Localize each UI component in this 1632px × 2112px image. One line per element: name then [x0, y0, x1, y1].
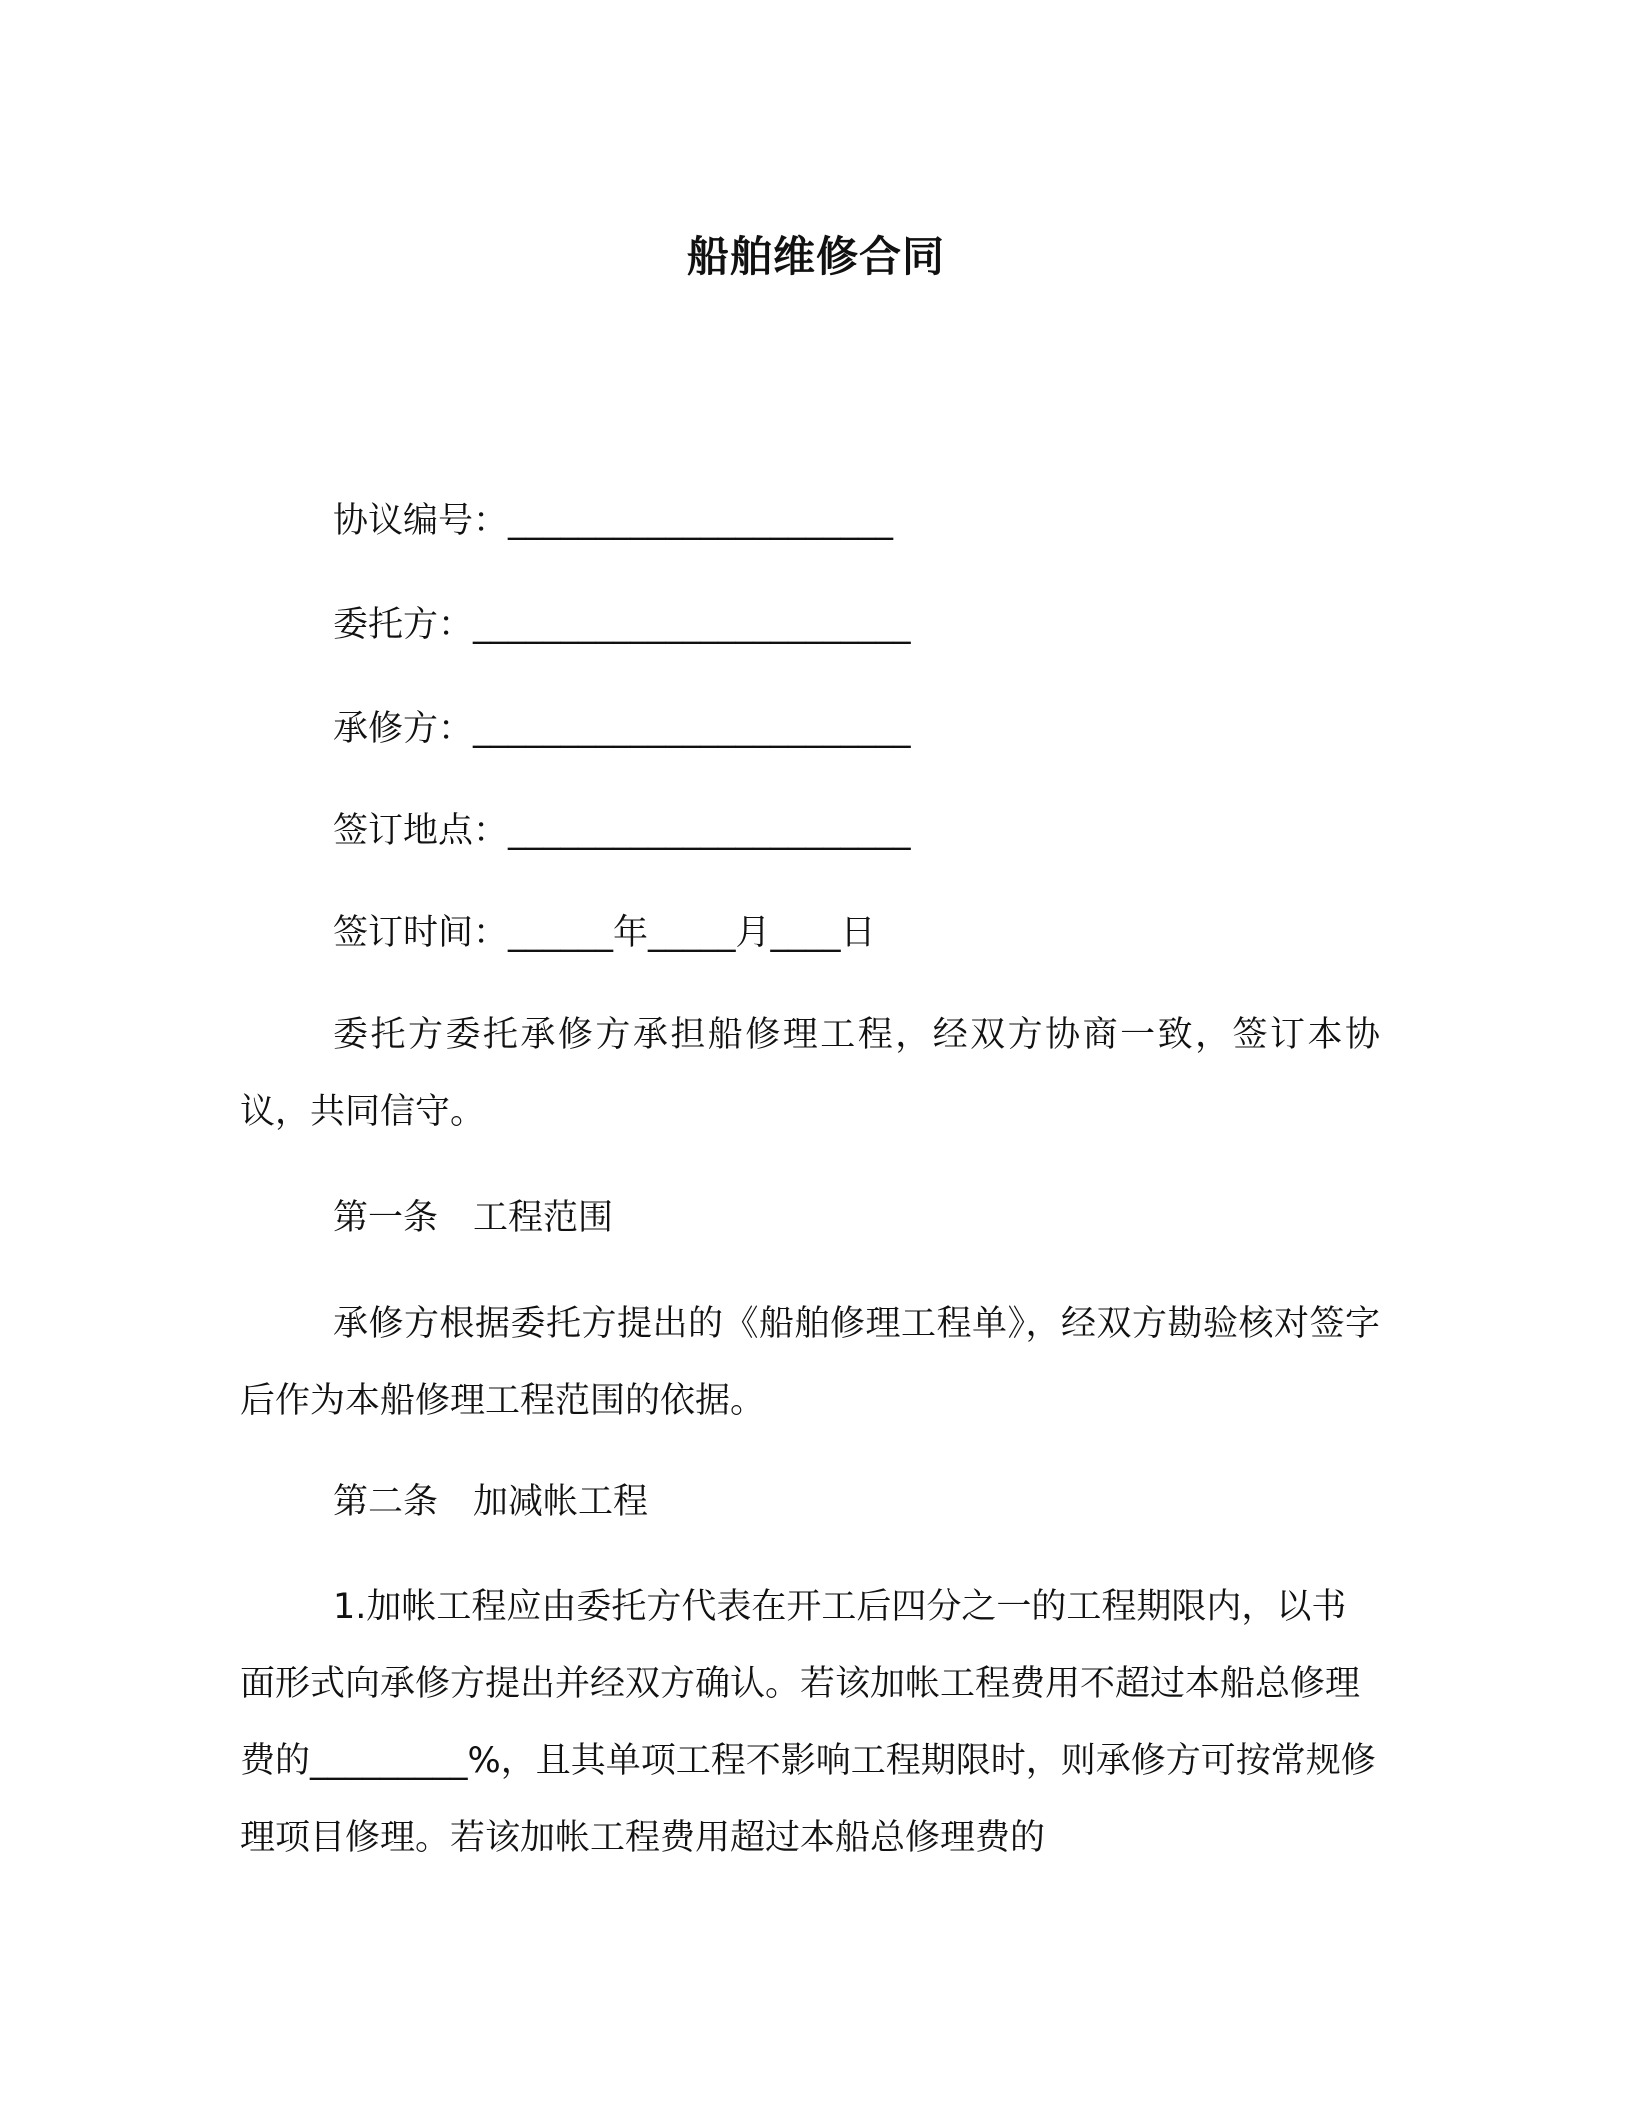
- sign-place-field: 签订地点：_______________________: [333, 811, 911, 851]
- article-2-heading: 第二条 加减帐工程: [333, 1482, 649, 1522]
- agreement-number-field: 协议编号：______________________: [333, 501, 894, 541]
- article-1-body: 承修方根据委托方提出的《船舶修理工程单》，经双方勘验核对签字后作为本船修理工程范围的依据。: [240, 1304, 1380, 1421]
- sign-time-field: 签订时间：______年_____月____日: [333, 913, 876, 953]
- article-1-heading: 第一条 工程范围: [333, 1198, 614, 1238]
- article-2-clause-1: 1.加帐工程应由委托方代表在开工后四分之一的工程期限内，以书面形式向承修方提出并经双方确认。若该加帐工程费用不超过本船总修理费的_________%，且其单项工程不影响工程期限时，则承修方可按常规修理项目修理。若该加帐工程费用超过本船总修理费的: [240, 1587, 1376, 1858]
- intro-paragraph: 委托方委托承修方承担船修理工程，经双方协商一致，签订本协议，共同信守。: [240, 1015, 1380, 1132]
- document-title: 船舶维修合同: [686, 232, 945, 281]
- contractor-field: 承修方：_________________________: [333, 709, 911, 749]
- client-field: 委托方：_________________________: [333, 605, 911, 645]
